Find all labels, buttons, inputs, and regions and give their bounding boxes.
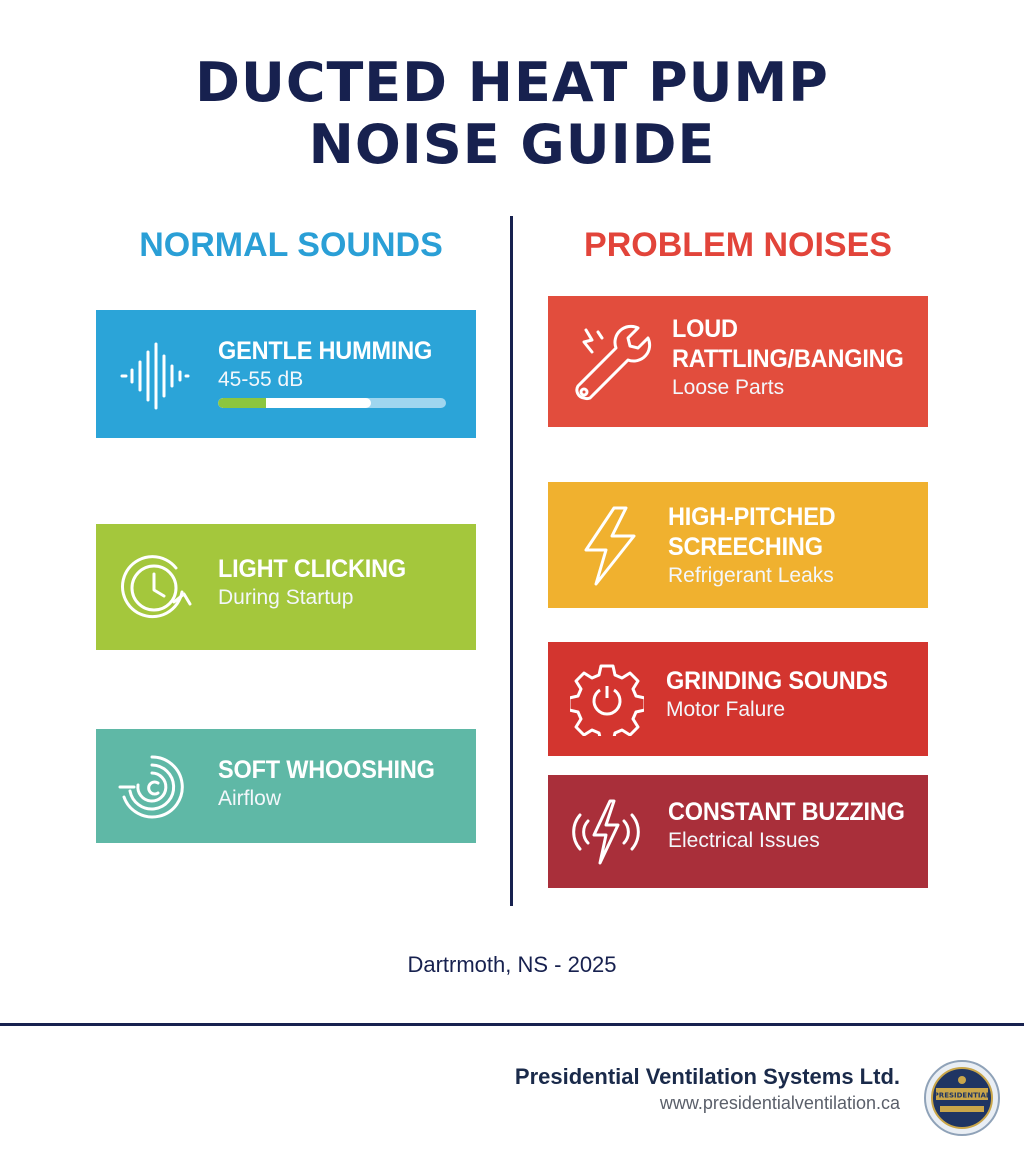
gear-icon (570, 662, 644, 736)
card-label: CONSTANT BUZZING (668, 798, 905, 826)
company-url[interactable]: www.presidentialventilation.ca (659, 1093, 900, 1113)
card-label-line-2: RATTLING/BANGING (672, 345, 904, 373)
card-label: GRINDING SOUNDS (666, 667, 888, 695)
card-constant-buzzing (548, 775, 928, 888)
card-sub: Electrical Issues (668, 829, 820, 852)
company-info (515, 1064, 900, 1114)
card-sub: Loose Parts (672, 376, 785, 399)
decibel-meter-low-segment (218, 398, 266, 408)
card-label: LIGHT CLICKING (218, 555, 406, 583)
company-name: Presidential Ventilation Systems Ltd. (514, 1064, 900, 1089)
decibel-meter (218, 398, 446, 408)
card-loud-rattling (548, 296, 928, 427)
card-soft-whooshing (96, 729, 476, 843)
wrench-icon (572, 324, 652, 404)
title-line-1: DUCTED HEAT PUMP (195, 51, 829, 114)
footer-divider (0, 1023, 1024, 1026)
card-sub: During Startup (218, 586, 354, 609)
column-divider (510, 216, 513, 906)
card-label: SOFT WHOOSHING (218, 756, 435, 784)
card-high-pitched-screeching (548, 482, 928, 608)
sound-wave-icon (118, 340, 190, 412)
company-seal-logo (922, 1058, 1002, 1138)
card-light-clicking (96, 524, 476, 650)
location-date: Dartrmoth, NS - 2025 (407, 952, 617, 977)
lightning-icon (580, 506, 640, 586)
card-sub: Airflow (218, 787, 282, 810)
svg-text:PRESIDENTIAL: PRESIDENTIAL (933, 1091, 991, 1100)
card-label: HIGH-PITCHED (668, 503, 836, 531)
normal-sounds-heading: NORMAL SOUNDS (139, 226, 443, 264)
problem-noises-heading: PROBLEM NOISES (584, 226, 892, 264)
clock-cycle-icon (116, 550, 192, 626)
page-title (0, 52, 1024, 176)
airflow-swirl-icon (116, 751, 188, 823)
card-label: GENTLE HUMMING (218, 337, 433, 365)
card-sub: Motor Falure (666, 698, 786, 721)
title-line-2: NOISE GUIDE (308, 113, 716, 176)
card-gentle-humming (96, 310, 476, 438)
card-label-line-2: SCREECHING (668, 533, 823, 561)
buzz-bolt-icon (566, 797, 646, 867)
card-label: LOUD (672, 315, 738, 343)
card-grinding-sounds (548, 642, 928, 756)
card-sub: Refrigerant Leaks (668, 564, 834, 587)
card-sub: 45-55 dB (218, 368, 304, 391)
